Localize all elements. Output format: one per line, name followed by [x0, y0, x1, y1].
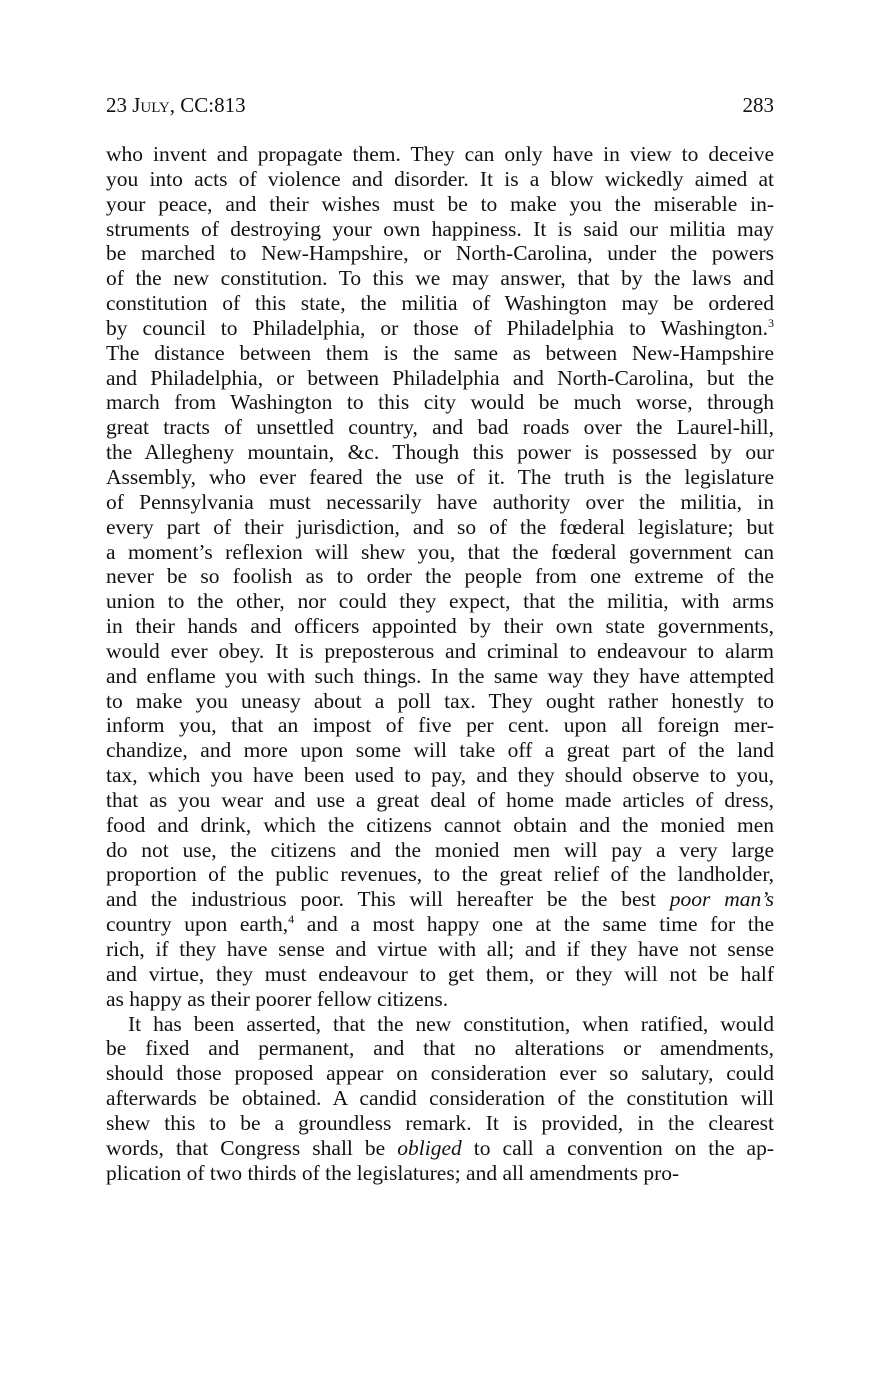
text-run: proportion of the public revenues, to the great relief of the landholder,: [106, 862, 774, 887]
text-run: in their hands and officers appointed by their own state governments,: [106, 614, 774, 639]
text-run: inform you, that an impost of five per cent. upon all foreign mer-: [106, 713, 774, 738]
text-run: by council to Philadelphia, or those of Philadelphia to Washington.: [106, 315, 768, 340]
text-run: The distance between them is the same as between New-Hampshire: [106, 340, 774, 365]
text-run: tax, which you have been used to pay, and they should observe to you,: [106, 763, 774, 788]
text-line: [106, 241, 774, 266]
text-run: chandize, and more upon some will take off a great part of the land: [106, 738, 774, 763]
text-line: [106, 962, 774, 987]
text-run: your peace, and their wishes must be to make you the miserable in-: [106, 191, 774, 216]
text-run: It has been asserted, that the new constitution, when ratified, would: [128, 1011, 774, 1036]
text-run: to call a convention on the ap-: [461, 1135, 774, 1160]
text-line: [106, 540, 774, 565]
text-line: [106, 341, 774, 366]
text-line: [106, 713, 774, 738]
text-run: great tracts of unsettled country, and bad roads over the Laurel-hill,: [106, 415, 774, 440]
text-line: [106, 912, 774, 937]
running-head-reference: [106, 90, 246, 120]
paragraph: [106, 1012, 774, 1186]
text-line: [106, 415, 774, 440]
text-line: [106, 1036, 774, 1061]
text-line: [106, 564, 774, 589]
text-run: be fixed and permanent, and that no alterations or amendments,: [106, 1036, 774, 1061]
header-month: July: [132, 93, 170, 117]
text-run: rich, if they have sense and virtue with all; and if they have not sense: [106, 937, 774, 961]
header-ref: , CC:813: [169, 93, 246, 117]
text-line: [106, 515, 774, 540]
text-line: [106, 1012, 774, 1037]
text-run: that as you wear and use a great deal of home made articles of dress,: [106, 787, 774, 812]
text-run: plication of two thirds of the legislatures; and all amendments pro-: [106, 1160, 680, 1185]
text-run: a moment’s reflexion will shew you, that the fœderal government can: [106, 539, 774, 564]
text-line: [106, 887, 774, 912]
text-line: [106, 664, 774, 689]
text-line: [106, 987, 774, 1012]
text-run: and virtue, they must endeavour to get them, or they will not be half: [106, 961, 774, 986]
text-line: [106, 192, 774, 217]
text-line: [106, 217, 774, 242]
text-line: [106, 1111, 774, 1136]
header-date: 23: [106, 93, 133, 117]
text-line: [106, 589, 774, 614]
text-run: be marched to New-Hampshire, or North-Carolina, under the powers: [106, 241, 774, 266]
text-line: [106, 1086, 774, 1111]
text-line: [106, 614, 774, 639]
text-line: [106, 366, 774, 391]
paragraph: [106, 142, 774, 1012]
text-line: [106, 266, 774, 291]
text-line: [106, 862, 774, 887]
text-line: [106, 490, 774, 515]
text-run: and a most happy one at the same time for the: [294, 912, 774, 937]
text-run: country upon earth,: [106, 912, 289, 937]
text-line: [106, 738, 774, 763]
text-run: you into acts of violence and disorder. It is a blow wickedly aimed at: [106, 166, 774, 191]
text-line: [106, 639, 774, 664]
text-run: words, that Congress shall be: [106, 1135, 398, 1160]
text-line: [106, 813, 774, 838]
text-run: to make you uneasy about a poll tax. They ought rather honestly to: [106, 688, 774, 713]
text-line: [106, 291, 774, 316]
text-run: and Philadelphia, or between Philadelphia and North-Carolina, but the: [106, 365, 774, 390]
book-page: [106, 90, 774, 1185]
text-line: [106, 142, 774, 167]
text-run: the Allegheny mountain, &c. Though this power is possessed by our: [106, 440, 774, 465]
text-run: union to the other, nor could they expect, that the militia, with arms: [106, 589, 774, 614]
text-run: food and drink, which the citizens cannot obtain and the monied men: [106, 812, 774, 837]
text-run: march from Washington to this city would be much worse, through: [106, 390, 774, 415]
page-number: 283: [742, 93, 774, 117]
text-line: [106, 763, 774, 788]
text-line: [106, 788, 774, 813]
text-run: every part of their jurisdiction, and so of the fœderal legislature; but: [106, 514, 774, 539]
text-run: of Pennsylvania must necessarily have authority over the militia, in: [106, 489, 774, 514]
body-text: [106, 142, 774, 1185]
text-line: [106, 689, 774, 714]
text-run: who invent and propagate them. They can only have in view to deceive: [106, 142, 774, 166]
italic-text: obliged: [397, 1135, 462, 1160]
text-line: [106, 1161, 774, 1186]
text-run: would ever obey. It is preposterous and criminal to endeavour to alarm: [106, 638, 774, 663]
footnote-marker: 3: [768, 315, 774, 330]
text-run: should those proposed appear on consideration ever so salutary, could: [106, 1061, 774, 1086]
text-run: as happy as their poorer fellow citizens.: [106, 986, 449, 1011]
text-line: [106, 316, 774, 341]
running-head: [106, 90, 774, 120]
text-line: [106, 167, 774, 192]
text-line: [106, 390, 774, 415]
footnote-marker: 4: [288, 912, 295, 926]
text-run: struments of destroying your own happiness. It is said our militia may: [106, 216, 774, 241]
text-run: do not use, the citizens and the monied men will pay a very large: [106, 837, 774, 862]
text-line: [106, 1061, 774, 1086]
text-line: [106, 937, 774, 962]
text-run: and the industrious poor. This will hereafter be the best: [106, 887, 670, 912]
text-line: [106, 838, 774, 863]
text-line: [106, 1136, 774, 1161]
text-run: and enflame you with such things. In the same way they have attempted: [106, 663, 774, 688]
text-run: shew this to be a groundless remark. It is provided, in the clearest: [106, 1110, 774, 1135]
text-line: [106, 465, 774, 490]
text-run: Assembly, who ever feared the use of it. The truth is the legislature: [106, 464, 774, 489]
text-line: [106, 440, 774, 465]
text-run: afterwards be obtained. A candid consideration of the constitution will: [106, 1086, 774, 1111]
text-run: of the new constitution. To this we may answer, that by the laws and: [106, 266, 774, 291]
text-run: never be so foolish as to order the people from one extreme of the: [106, 564, 774, 589]
text-run: constitution of this state, the militia of Washington may be ordered: [106, 291, 774, 316]
italic-text: poor man’s: [669, 887, 774, 912]
